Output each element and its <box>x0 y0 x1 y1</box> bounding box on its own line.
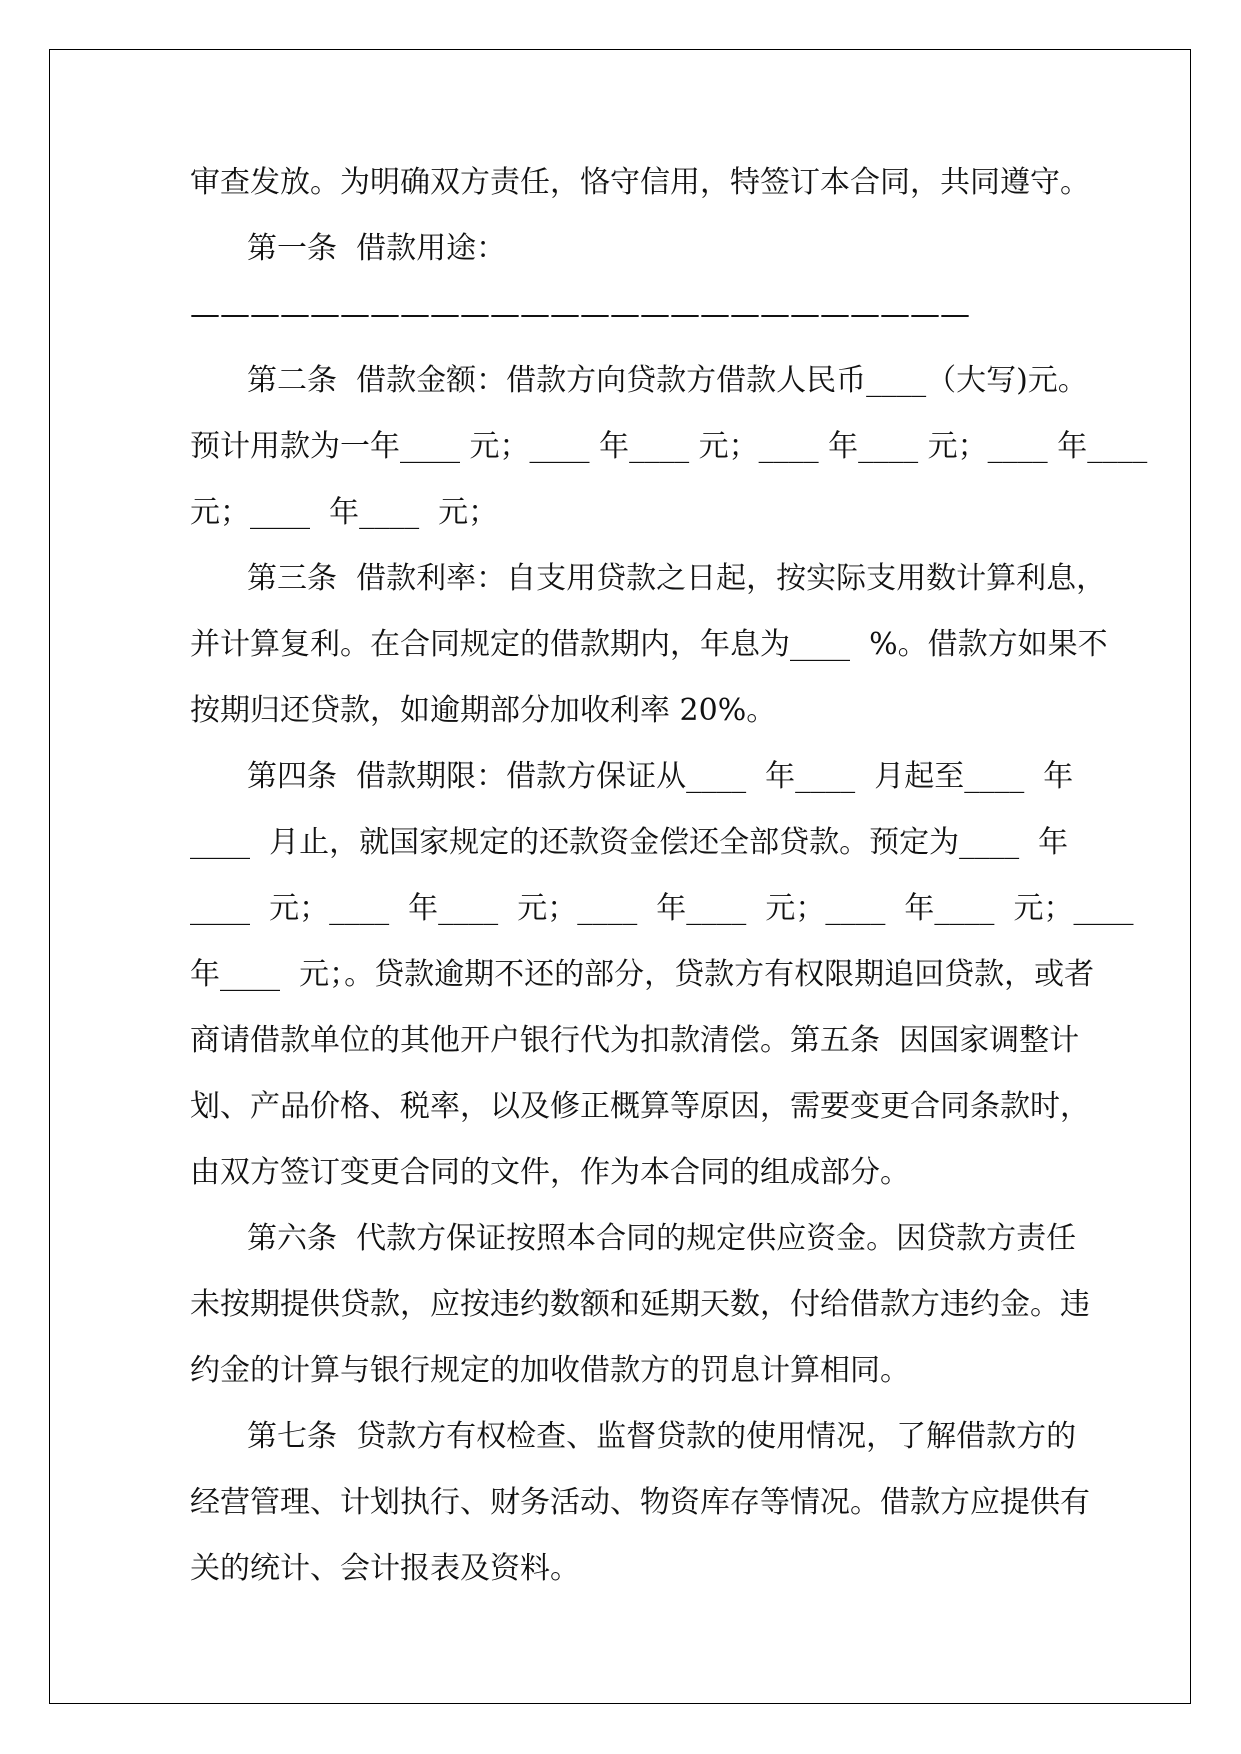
text-line: ____ 月止，就国家规定的还款资金偿还全部贷款。预定为____ 年 <box>190 825 1069 860</box>
clause-3-line: 第三条 借款利率：自支用贷款之日起，按实际支用数计算利息， <box>247 561 1107 596</box>
text-line: ____ 元；____ 年____ 元；____ 年____ 元；____ 年____ 元；____ <box>190 891 1134 926</box>
document-body <box>190 150 1148 1602</box>
text-line: 约金的计算与银行规定的加收借款方的罚息计算相同。 <box>190 1353 910 1388</box>
clause-4-line: 第四条 借款期限：借款方保证从____ 年____ 月起至____ 年 <box>247 759 1074 794</box>
text-line: 经营管理、计划执行、财务活动、物资库存等情况。借款方应提供有 <box>190 1485 1090 1520</box>
text-line: 审查发放。为明确双方责任，恪守信用，特签订本合同，共同遵守。 <box>190 165 1090 200</box>
text-line: 预计用款为一年____ 元；____ 年____ 元；____ 年____ 元；____ 年____ <box>190 429 1148 464</box>
clause-2-line: 第二条 借款金额：借款方向贷款方借款人民币____（大写)元。 <box>247 363 1088 398</box>
blank-fill-line: —————————————————————————— <box>190 297 970 332</box>
text-line: 商请借款单位的其他开户银行代为扣款清偿。第五条 因国家调整计 <box>190 1023 1080 1058</box>
clause-7-line: 第七条 贷款方有权检查、监督贷款的使用情况，了解借款方的 <box>247 1419 1077 1454</box>
text-line: 由双方签订变更合同的文件，作为本合同的组成部分。 <box>190 1155 910 1190</box>
text-line: 元；____ 年____ 元； <box>190 495 499 530</box>
clause-heading-1: 第一条 借款用途： <box>247 231 507 266</box>
text-line: 并计算复利。在合同规定的借款期内，年息为____ %。借款方如果不 <box>190 627 1108 662</box>
text-line: 年____ 元；。贷款逾期不还的部分，贷款方有权限期追回贷款，或者 <box>190 957 1095 992</box>
text-line: 关的统计、会计报表及资料。 <box>190 1551 580 1586</box>
clause-6-line: 第六条 代款方保证按照本合同的规定供应资金。因贷款方责任 <box>247 1221 1077 1256</box>
text-line: 未按期提供贷款，应按违约数额和延期天数，付给借款方违约金。违 <box>190 1287 1090 1322</box>
text-line: 划、产品价格、税率，以及修正概算等原因，需要变更合同条款时， <box>190 1089 1090 1124</box>
text-line: 按期归还贷款，如逾期部分加收利率 20%。 <box>190 693 777 728</box>
